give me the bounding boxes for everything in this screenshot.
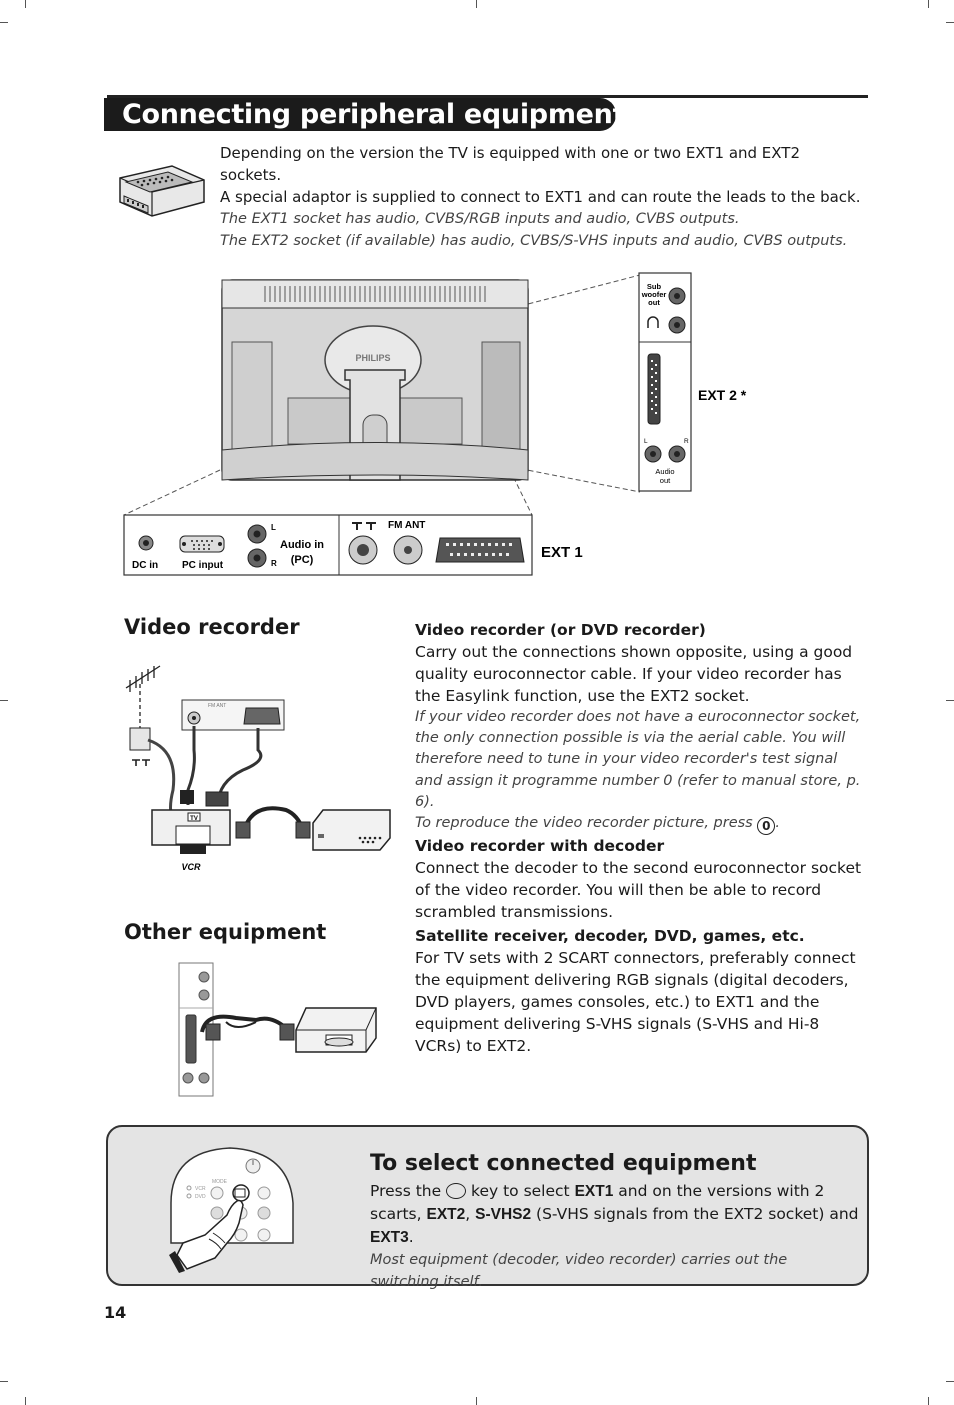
svg-text:R: R	[684, 438, 689, 445]
svg-text:DVD: DVD	[195, 1194, 206, 1200]
svg-text:R: R	[271, 559, 277, 568]
video-recorder-paragraph: Carry out the connections shown opposite, using a good quality euroconnector cable. If your video recorder has the Easylink function, use the EXT2 socket.	[415, 643, 853, 705]
intro-line-2: A special adaptor is supplied to connect to EXT1 and can route the leads to the back.	[220, 188, 861, 206]
ext1-label: EXT 1	[541, 544, 583, 561]
video-recorder-note: If your video recorder does not have a euroconnector socket, the only connection possible is via the aerial cable. You will therefore need to tune in your video recorder's test signal and assign it programme number 0 (refer to manual store, p. 6).	[415, 709, 861, 810]
svg-text:Audio: Audio	[655, 467, 675, 476]
svg-text:Sub: Sub	[646, 282, 662, 291]
crop-mark	[476, 1397, 477, 1405]
vcr-label: VCR	[181, 862, 201, 872]
crop-mark	[476, 0, 477, 8]
svg-text:Audio in: Audio in	[280, 539, 324, 551]
svg-text:L: L	[271, 523, 276, 532]
svg-text:out: out	[648, 298, 660, 307]
crop-mark	[25, 1397, 26, 1405]
svg-text:woofer: woofer	[641, 290, 667, 299]
other-equipment-diagram	[176, 960, 381, 1100]
video-recorder-heading: Video recorder	[124, 615, 300, 639]
page-title: Connecting peripheral equipment	[122, 99, 626, 130]
crop-mark	[0, 22, 8, 23]
crop-mark	[928, 0, 929, 8]
video-recorder-subheading: Video recorder (or DVD recorder)	[415, 621, 706, 639]
scart-adaptor-icon	[112, 158, 212, 223]
video-recorder-note-2: To reproduce the video recorder picture, press 0 .	[415, 815, 780, 834]
intro-line-1: Depending on the version the TV is equipped with one or two EXT1 and EXT2 sockets.	[220, 144, 801, 184]
key-0-icon: 0	[757, 817, 775, 835]
crop-mark	[946, 700, 954, 701]
intro-note-2: The EXT2 socket (if available) has audio, CVBS/S-VHS inputs and audio, CVBS outputs.	[220, 233, 848, 249]
other-equipment-text	[415, 925, 865, 1057]
select-equipment-title: To select connected equipment	[370, 1151, 757, 1176]
tv-rear-diagram	[120, 270, 780, 580]
svg-text:(PC): (PC)	[290, 554, 314, 566]
ext-key-icon	[446, 1183, 466, 1199]
svg-text:FM ANT: FM ANT	[388, 520, 426, 531]
select-instruction: Press the key to select EXT1 and on the versions with 2 scarts, EXT2, S-VHS2 (S-VHS signals from the EXT2 socket) and EXT3.	[370, 1182, 859, 1246]
svg-text:DC in: DC in	[132, 560, 159, 571]
intro-text	[220, 142, 865, 252]
crop-mark	[25, 0, 26, 8]
svg-text:MODE: MODE	[212, 1179, 227, 1185]
vcr-connection-diagram	[118, 660, 393, 875]
page-number: 14	[104, 1303, 127, 1322]
svg-text:PC input: PC input	[182, 560, 224, 571]
video-recorder-text	[415, 619, 865, 923]
crop-mark	[0, 1381, 8, 1382]
svg-text:out: out	[659, 476, 671, 485]
crop-mark	[946, 22, 954, 23]
other-equipment-subheading: Satellite receiver, decoder, DVD, games, etc.	[415, 927, 805, 945]
svg-text:TV: TV	[190, 816, 198, 822]
philips-logo: PHILIPS	[355, 353, 391, 363]
crop-mark	[928, 1397, 929, 1405]
svg-text:FM ANT: FM ANT	[208, 703, 227, 709]
crop-mark	[946, 1381, 954, 1382]
decoder-subheading: Video recorder with decoder	[415, 837, 665, 856]
select-equipment-text	[370, 1180, 860, 1293]
select-note: Most equipment (decoder, video recorder) carries out the switching itself.	[370, 1252, 788, 1290]
other-equipment-paragraph: For TV sets with 2 SCART connectors, preferably connect the equipment delivering RGB signals (digital decoders, DVD players, games consoles, etc.) to EXT1 and the equipment delivering S-VHS signals (S-VHS and Hi-8 VCRs) to EXT2.	[415, 949, 856, 1055]
intro-note-1: The EXT1 socket has audio, CVBS/RGB inputs and audio, CVBS outputs.	[220, 211, 740, 227]
svg-text:VCR: VCR	[195, 1186, 206, 1192]
ext2-label: EXT 2 *	[698, 387, 747, 403]
other-equipment-heading: Other equipment	[124, 920, 327, 944]
crop-mark	[0, 700, 8, 701]
remote-control-illustration	[165, 1143, 300, 1273]
title-banner	[104, 98, 626, 131]
svg-text:L: L	[644, 438, 648, 445]
decoder-paragraph: Connect the decoder to the second euroconnector socket of the video recorder. You will then be able to record scrambled transmissions.	[415, 859, 862, 922]
